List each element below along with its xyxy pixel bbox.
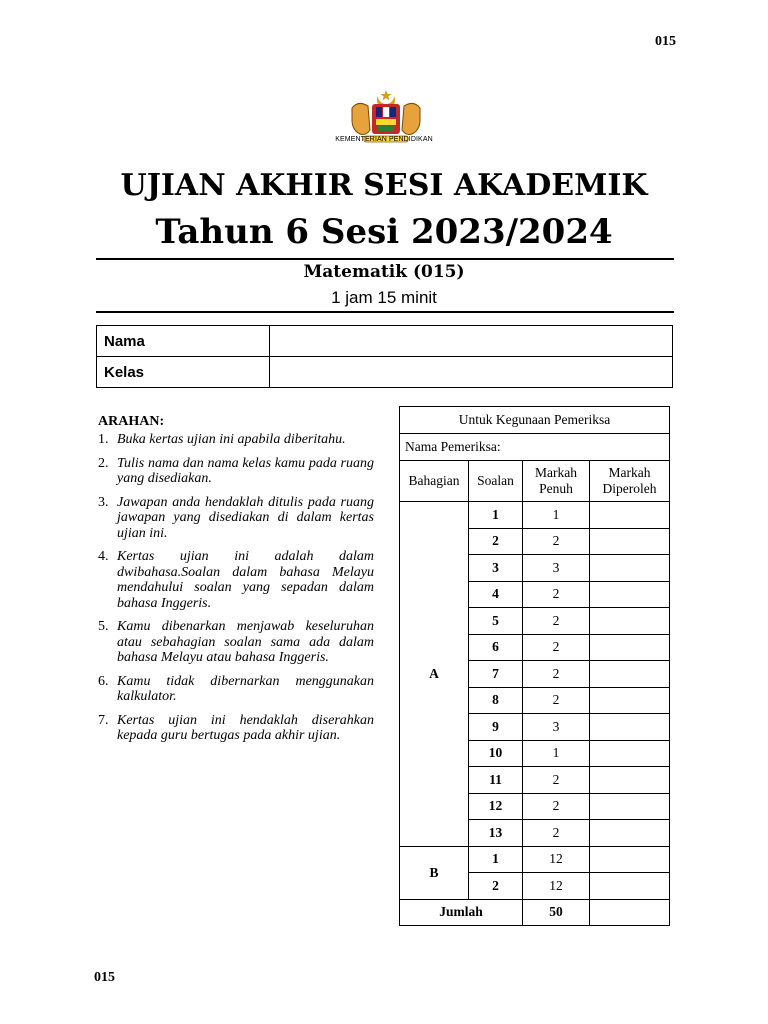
instructions-list (98, 432, 374, 752)
question-number-cell: 7 (469, 661, 523, 688)
question-number-cell: 9 (469, 714, 523, 741)
table-row (400, 502, 670, 529)
exam-title: UJIAN AKHIR SESI AKADEMIK (120, 168, 648, 203)
total-label: Jumlah (400, 899, 523, 926)
ministry-label: KEMENTERIAN PENDIDIKAN (335, 136, 433, 143)
column-header-full-marks: Markah Penuh (523, 461, 590, 502)
examiner-marks-table (399, 406, 670, 926)
full-marks-cell: 2 (523, 793, 590, 820)
instructions-heading: ARAHAN: (98, 414, 165, 429)
marks-obtained-cell[interactable] (590, 661, 670, 688)
question-number-cell: 11 (469, 767, 523, 794)
divider-top (96, 258, 674, 260)
column-header-marks-obtained: Markah Diperoleh (590, 461, 670, 502)
full-marks-cell: 12 (523, 846, 590, 873)
full-marks-cell: 3 (523, 555, 590, 582)
question-number-cell: 1 (469, 502, 523, 529)
question-number-cell: 2 (469, 873, 523, 900)
column-header-section: Bahagian (400, 461, 469, 502)
exam-duration: 1 jam 15 minit (331, 288, 437, 307)
full-marks-cell: 2 (523, 634, 590, 661)
paper-code-bottom: 015 (94, 970, 115, 985)
marks-obtained-cell[interactable] (590, 873, 670, 900)
examiner-table-title: Untuk Kegunaan Pemeriksa (400, 407, 670, 434)
question-number-cell: 6 (469, 634, 523, 661)
marks-obtained-cell[interactable] (590, 687, 670, 714)
instruction-item: 4. Kertas ujian ini adalah dalam dwibahasa.Soalan dalam bahasa Melayu mendahului soalan yang sepadan dalam bahasa Inggeris. (98, 549, 374, 611)
class-label: Kelas (97, 357, 270, 388)
full-marks-cell: 1 (523, 740, 590, 767)
full-marks-cell: 2 (523, 581, 590, 608)
full-marks-cell: 2 (523, 608, 590, 635)
full-marks-cell: 2 (523, 661, 590, 688)
marks-obtained-cell[interactable] (590, 793, 670, 820)
exam-year-session: Tahun 6 Sesi 2023/2024 (155, 212, 613, 252)
name-label: Nama (97, 326, 270, 357)
marks-obtained-cell[interactable] (590, 820, 670, 847)
full-marks-cell: 2 (523, 687, 590, 714)
marks-obtained-cell[interactable] (590, 502, 670, 529)
subject-title: Matematik (015) (303, 262, 465, 282)
question-number-cell: 5 (469, 608, 523, 635)
class-field[interactable] (270, 357, 673, 388)
full-marks-cell: 3 (523, 714, 590, 741)
marks-obtained-cell[interactable] (590, 528, 670, 555)
marks-obtained-cell[interactable] (590, 555, 670, 582)
student-info-table (96, 325, 673, 388)
section-cell: B (400, 846, 469, 899)
marks-obtained-cell[interactable] (590, 767, 670, 794)
total-value: 50 (523, 899, 590, 926)
marks-obtained-cell[interactable] (590, 714, 670, 741)
marks-obtained-cell[interactable] (590, 581, 670, 608)
question-number-cell: 8 (469, 687, 523, 714)
full-marks-cell: 2 (523, 820, 590, 847)
instruction-item: 2. Tulis nama dan nama kelas kamu pada ruang yang disediakan. (98, 455, 374, 486)
full-marks-cell: 2 (523, 528, 590, 555)
question-number-cell: 13 (469, 820, 523, 847)
question-number-cell: 2 (469, 528, 523, 555)
question-number-cell: 12 (469, 793, 523, 820)
examiner-name-label: Nama Pemeriksa: (400, 434, 670, 461)
full-marks-cell: 12 (523, 873, 590, 900)
question-number-cell: 1 (469, 846, 523, 873)
full-marks-cell: 2 (523, 767, 590, 794)
table-row (400, 846, 670, 873)
column-header-question: Soalan (469, 461, 523, 502)
instruction-item: 1. Buka kertas ujian ini apabila diberitahu. (98, 432, 346, 447)
section-cell: A (400, 502, 469, 847)
full-marks-cell: 1 (523, 502, 590, 529)
question-number-cell: 3 (469, 555, 523, 582)
question-number-cell: 4 (469, 581, 523, 608)
total-obtained-cell[interactable] (590, 899, 670, 926)
instruction-item: 7. Kertas ujian ini hendaklah diserahkan kepada guru bertugas pada akhir ujian. (98, 712, 374, 743)
marks-obtained-cell[interactable] (590, 846, 670, 873)
divider-bottom (96, 311, 674, 313)
instruction-item: 5. Kamu dibenarkan menjawab keseluruhan atau sebahagian soalan sama ada dalam bahasa Melayu atau bahasa Inggeris. (98, 619, 374, 665)
name-field[interactable] (270, 326, 673, 357)
marks-obtained-cell[interactable] (590, 740, 670, 767)
instruction-item: 6. Kamu tidak dibernarkan menggunakan kalkulator. (98, 673, 374, 704)
paper-code-top: 015 (655, 34, 676, 49)
marks-obtained-cell[interactable] (590, 608, 670, 635)
question-number-cell: 10 (469, 740, 523, 767)
instruction-item: 3. Jawapan anda hendaklah ditulis pada ruang jawapan yang disediakan di dalam kertas ujian ini. (98, 494, 374, 541)
marks-obtained-cell[interactable] (590, 634, 670, 661)
